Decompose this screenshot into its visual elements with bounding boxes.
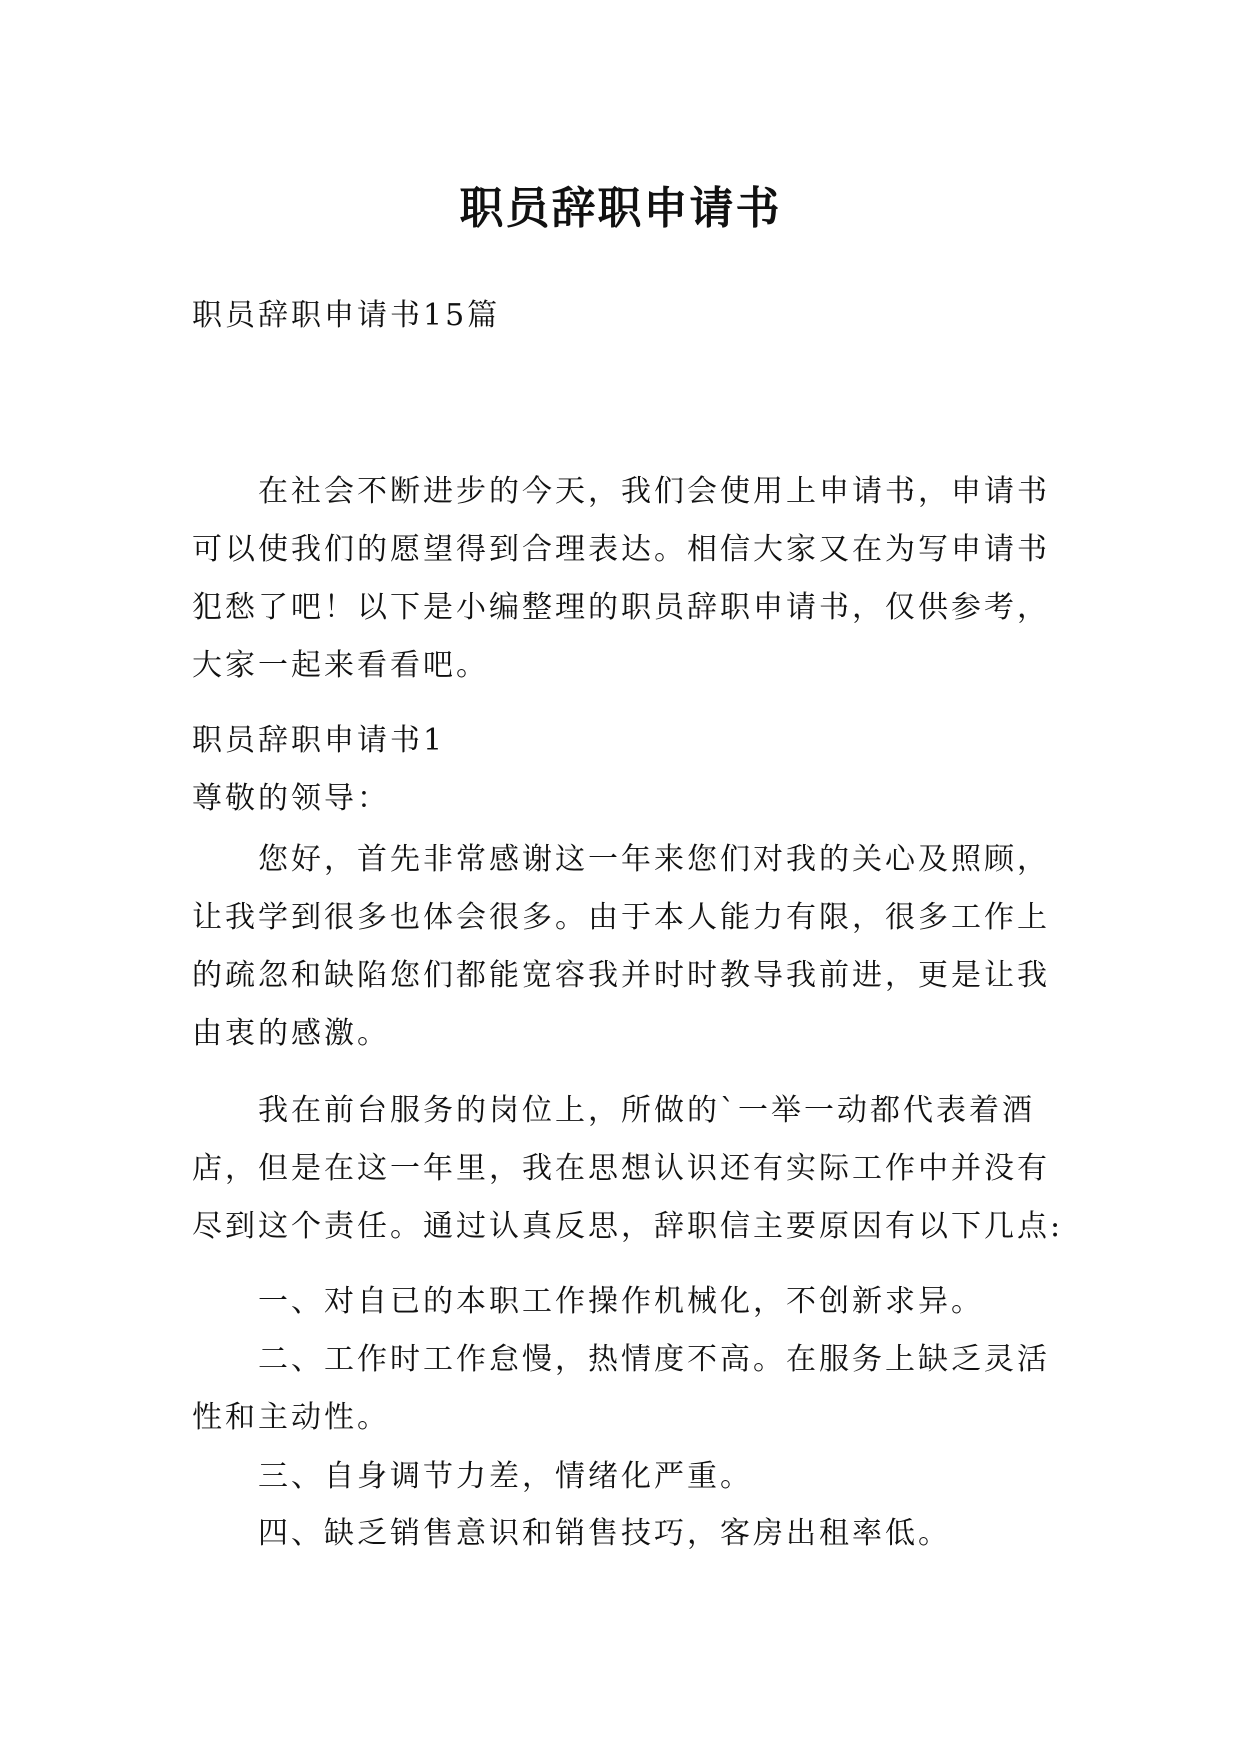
document-title: 职员辞职申请书 bbox=[459, 183, 782, 235]
salutation: 尊敬的领导： bbox=[192, 781, 390, 816]
intro-paragraph: 在社会不断进步的今天，我们会使用上申请书，申请书可以使我们的愿望得到合理表达。相信大家又在为写申请书犯愁了吧！以下是小编整理的职员辞职申请书，仅供参考，大家一起来看看吧。 bbox=[192, 474, 1050, 683]
document-subtitle: 职员辞职申请书15篇 bbox=[192, 298, 501, 333]
body-paragraph: 您好，首先非常感谢这一年来您们对我的关心及照顾，让我学到很多也体会很多。由于本人能力有限，很多工作上的疏忽和缺陷您们都能宽容我并时时教导我前进，更是让我由衷的感激。 bbox=[192, 842, 1050, 1051]
body-paragraph: 我在前台服务的岗位上，所做的`一举一动都代表着酒店，但是在这一年里，我在思想认识还有实际工作中并没有尽到这个责任。通过认真反思，辞职信主要原因有以下几点: bbox=[192, 1093, 1064, 1244]
section-heading: 职员辞职申请书1 bbox=[192, 723, 446, 758]
reason-item: 一、对自已的本职工作操作机械化，不创新求异。 bbox=[258, 1284, 984, 1319]
reason-item: 三、自身调节力差，情绪化严重。 bbox=[258, 1459, 753, 1494]
reason-item: 二、工作时工作怠慢，热情度不高。在服务上缺乏灵活性和主动性。 bbox=[192, 1342, 1050, 1435]
reason-item: 四、缺乏销售意识和销售技巧，客房出租率低。 bbox=[258, 1516, 951, 1551]
